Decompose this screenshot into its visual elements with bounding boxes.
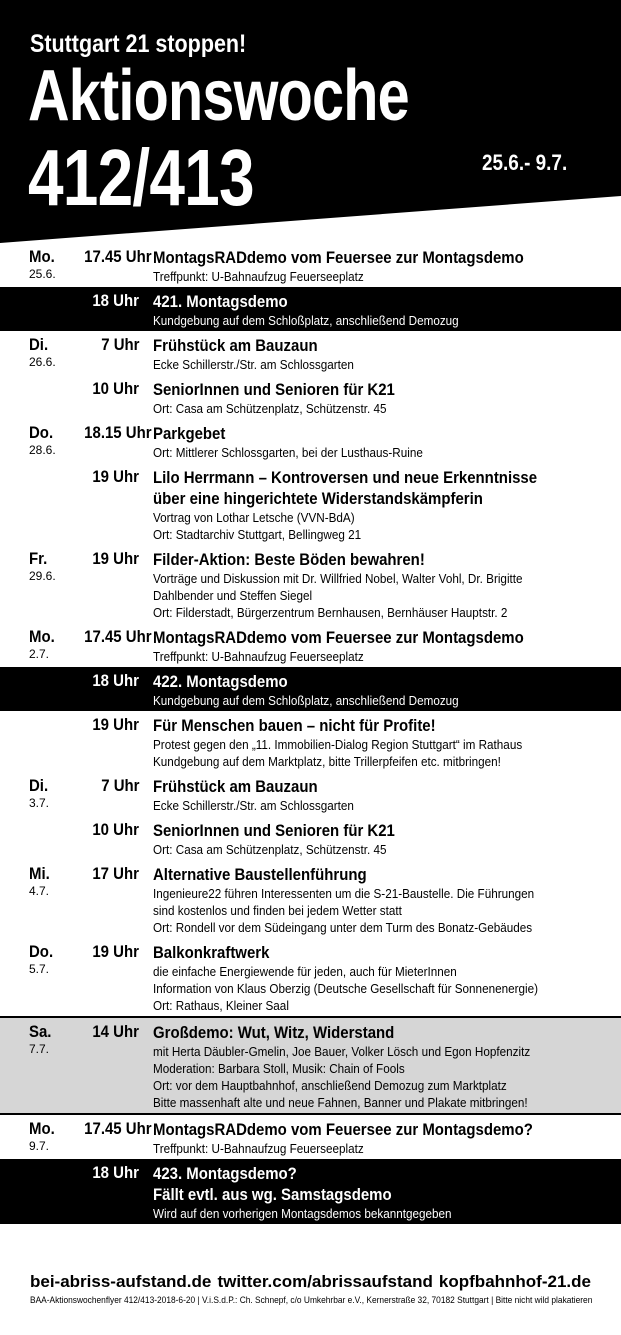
event-day-col xyxy=(0,1163,75,1222)
event-time: 17.45 Uhr xyxy=(84,627,152,646)
event-detail: die einfache Energiewende für jeden, auch für MieterInnen xyxy=(153,964,457,979)
event-detail: Ort: Stadtarchiv Stuttgart, Bellingweg 21 xyxy=(153,527,362,542)
event-title: MontagsRADdemo vom Feuersee zur Montagsdemo? xyxy=(153,1120,533,1139)
event-time-col xyxy=(75,820,153,858)
event-title: Balkonkraftwerk xyxy=(153,943,270,962)
event-time: 19 Uhr xyxy=(92,467,139,486)
event-time: 17.45 Uhr xyxy=(84,247,152,266)
event-weekday: Mo. xyxy=(29,247,55,266)
event-body xyxy=(153,549,621,621)
event-time-col xyxy=(75,549,153,621)
event-time-col xyxy=(75,671,153,709)
event-row xyxy=(0,331,621,375)
event-detail: Ort: Mittlerer Schlossgarten, bei der Lusthaus-Ruine xyxy=(153,445,423,460)
event-body xyxy=(153,291,621,329)
event-title: Lilo Herrmann – Kontroversen und neue Erkenntnisse xyxy=(153,468,538,487)
footer-links xyxy=(30,1272,591,1292)
event-weekday: Sa. xyxy=(29,1022,52,1041)
event-detail: Dahlbender und Steffen Siegel xyxy=(153,588,313,603)
event-row xyxy=(0,545,621,623)
event-body xyxy=(153,1022,621,1111)
title-line-2: 412/413 xyxy=(28,133,254,222)
event-date: 9.7. xyxy=(29,1139,50,1153)
event-time-col xyxy=(75,1022,153,1111)
event-row xyxy=(0,463,621,545)
event-title: über eine hingerichtete Widerstandskämpferin xyxy=(153,489,483,508)
event-title: Alternative Baustellenführung xyxy=(153,865,367,884)
event-time: 18 Uhr xyxy=(92,671,139,690)
event-detail: Ecke Schillerstr./Str. am Schlossgarten xyxy=(153,357,354,372)
event-detail: Treffpunkt: U-Bahnaufzug Feuerseeplatz xyxy=(153,269,364,284)
event-date: 7.7. xyxy=(29,1042,50,1056)
event-row xyxy=(0,623,621,667)
event-detail: mit Herta Däubler-Gmelin, Joe Bauer, Volker Lösch und Egon Hopfenzitz xyxy=(153,1044,531,1059)
event-body xyxy=(153,247,621,285)
event-date: 3.7. xyxy=(29,796,50,810)
event-weekday: Fr. xyxy=(29,549,48,568)
event-time-col xyxy=(75,627,153,665)
event-detail: Ingenieure22 führen Interessenten um die S-21-Baustelle. Die Führungen xyxy=(153,886,535,901)
event-time: 19 Uhr xyxy=(92,549,139,568)
event-weekday: Di. xyxy=(29,335,49,354)
event-row xyxy=(0,772,621,816)
event-row xyxy=(0,243,621,287)
event-time-col xyxy=(75,776,153,814)
event-day-col xyxy=(0,820,75,858)
event-row xyxy=(0,711,621,772)
event-weekday: Mi. xyxy=(29,864,50,883)
event-weekday: Do. xyxy=(29,942,54,961)
event-detail: Kundgebung auf dem Schloßplatz, anschließend Demozug xyxy=(153,693,459,708)
event-day-col xyxy=(0,335,75,373)
event-row xyxy=(0,1016,621,1113)
header-banner xyxy=(0,0,621,243)
event-time-col xyxy=(75,467,153,543)
event-detail: Information von Klaus Oberzig (Deutsche Gesellschaft für Sonnenenergie) xyxy=(153,981,539,996)
event-day-col xyxy=(0,247,75,285)
event-row xyxy=(0,419,621,463)
event-title: Frühstück am Bauzaun xyxy=(153,777,318,796)
event-body xyxy=(153,1163,621,1222)
event-detail: Treffpunkt: U-Bahnaufzug Feuerseeplatz xyxy=(153,649,364,664)
event-day-col xyxy=(0,942,75,1014)
event-time: 17.45 Uhr xyxy=(84,1119,152,1138)
twitter-link[interactable]: twitter.com/abrissaufstand xyxy=(217,1272,433,1291)
event-title: SeniorInnen und Senioren für K21 xyxy=(153,380,395,399)
event-day-col xyxy=(0,864,75,936)
event-title: Frühstück am Bauzaun xyxy=(153,336,318,355)
event-body xyxy=(153,1119,621,1157)
event-time-col xyxy=(75,247,153,285)
event-detail: Ecke Schillerstr./Str. am Schlossgarten xyxy=(153,798,354,813)
event-day-col xyxy=(0,291,75,329)
event-day-col xyxy=(0,467,75,543)
event-date: 26.6. xyxy=(29,355,56,369)
event-detail: Vortrag von Lothar Letsche (VVN-BdA) xyxy=(153,510,355,525)
event-detail: Ort: Casa am Schützenplatz, Schützenstr. 45 xyxy=(153,842,387,857)
event-date: 28.6. xyxy=(29,443,56,457)
event-time: 18.15 Uhr xyxy=(84,423,152,442)
event-body xyxy=(153,942,621,1014)
event-row xyxy=(0,375,621,419)
event-detail: Vorträge und Diskussion mit Dr. Willfried Nobel, Walter Vohl, Dr. Brigitte xyxy=(153,571,523,586)
event-detail: Ort: Casa am Schützenplatz, Schützenstr. 45 xyxy=(153,401,387,416)
event-weekday: Mo. xyxy=(29,1119,55,1138)
event-time: 18 Uhr xyxy=(92,1163,139,1182)
event-time-col xyxy=(75,715,153,770)
event-detail: Ort: Rathaus, Kleiner Saal xyxy=(153,998,289,1013)
event-weekday: Di. xyxy=(29,776,49,795)
event-title: MontagsRADdemo vom Feuersee zur Montagsdemo xyxy=(153,248,524,267)
event-title: Großdemo: Wut, Witz, Widerstand xyxy=(153,1023,395,1042)
event-day-col xyxy=(0,715,75,770)
event-day-col xyxy=(0,1119,75,1157)
event-row xyxy=(0,1113,621,1159)
event-row xyxy=(0,860,621,938)
event-body xyxy=(153,864,621,936)
event-body xyxy=(153,715,621,770)
website-link[interactable]: bei-abriss-aufstand.de xyxy=(30,1272,212,1291)
event-detail: Kundgebung auf dem Schloßplatz, anschließend Demozug xyxy=(153,313,459,328)
event-detail: Wird auf den vorherigen Montagsdemos bekanntgegeben xyxy=(153,1206,452,1221)
event-body xyxy=(153,671,621,709)
event-time-col xyxy=(75,423,153,461)
event-detail: Ort: vor dem Hauptbahnhof, anschließend Demozug zum Marktplatz xyxy=(153,1078,507,1093)
event-title: Fällt evtl. aus wg. Samstagsdemo xyxy=(153,1185,392,1204)
event-body xyxy=(153,467,621,543)
imprint-text: BAA-Aktionswochenflyer 412/413-2018-6-20 | V.i.S.d.P.: Ch. Schnepf, c/o Umkehrbar e.V., Kernerstraße 32, 70182 Stuttgart | Bitte nicht wild plakatieren xyxy=(30,1295,593,1305)
event-title: MontagsRADdemo vom Feuersee zur Montagsdemo xyxy=(153,628,524,647)
event-day-col xyxy=(0,423,75,461)
event-time: 18 Uhr xyxy=(92,291,139,310)
event-body xyxy=(153,627,621,665)
event-weekday: Do. xyxy=(29,423,54,442)
event-time: 14 Uhr xyxy=(92,1022,139,1041)
event-time-col xyxy=(75,942,153,1014)
event-title: Filder-Aktion: Beste Böden bewahren! xyxy=(153,550,425,569)
event-row xyxy=(0,1159,621,1224)
event-detail: Ort: Rondell vor dem Südeingang unter dem Turm des Bonatz-Gebäudes xyxy=(153,920,533,935)
event-time: 19 Uhr xyxy=(92,715,139,734)
event-title: 422. Montagsdemo xyxy=(153,672,288,691)
event-time: 17 Uhr xyxy=(92,864,139,883)
event-title: Für Menschen bauen – nicht für Profite! xyxy=(153,716,436,735)
event-date: 5.7. xyxy=(29,962,50,976)
event-detail: Kundgebung auf dem Marktplatz, bitte Trillerpfeifen etc. mitbringen! xyxy=(153,754,501,769)
event-time-col xyxy=(75,864,153,936)
event-list xyxy=(0,243,621,1224)
event-day-col xyxy=(0,776,75,814)
event-time-col xyxy=(75,1119,153,1157)
event-day-col xyxy=(0,1022,75,1111)
event-title: SeniorInnen und Senioren für K21 xyxy=(153,821,395,840)
event-row xyxy=(0,938,621,1016)
event-time: 7 Uhr xyxy=(100,335,139,354)
event-detail: Bitte massenhaft alte und neue Fahnen, Banner und Plakate mitbringen! xyxy=(153,1095,528,1110)
event-date: 25.6. xyxy=(29,267,56,281)
event-weekday: Mo. xyxy=(29,627,55,646)
event-day-col xyxy=(0,671,75,709)
event-detail: Ort: Filderstadt, Bürgerzentrum Bernhausen, Bernhäuser Hauptstr. 2 xyxy=(153,605,508,620)
event-time-col xyxy=(75,291,153,329)
event-time-col xyxy=(75,335,153,373)
event-row xyxy=(0,287,621,331)
event-body xyxy=(153,820,621,858)
event-detail: Moderation: Barbara Stoll, Musik: Chain of Fools xyxy=(153,1061,405,1076)
event-day-col xyxy=(0,627,75,665)
event-detail: Treffpunkt: U-Bahnaufzug Feuerseeplatz xyxy=(153,1141,364,1156)
event-body xyxy=(153,335,621,373)
event-day-col xyxy=(0,549,75,621)
event-body xyxy=(153,776,621,814)
event-row xyxy=(0,667,621,711)
date-range: 25.6.- 9.7. xyxy=(482,150,568,175)
event-detail: sind kostenlos und finden bei jedem Wetter statt xyxy=(153,903,402,918)
event-row xyxy=(0,816,621,860)
event-detail: Protest gegen den „11. Immobilien-Dialog Region Stuttgart“ im Rathaus xyxy=(153,737,523,752)
kicker-text: Stuttgart 21 stoppen! xyxy=(30,30,247,58)
event-time: 19 Uhr xyxy=(92,942,139,961)
event-time: 10 Uhr xyxy=(92,820,139,839)
event-date: 29.6. xyxy=(29,569,56,583)
event-date: 4.7. xyxy=(29,884,50,898)
event-time: 7 Uhr xyxy=(100,776,139,795)
event-day-col xyxy=(0,379,75,417)
event-title: 423. Montagsdemo? xyxy=(153,1164,297,1183)
event-body xyxy=(153,379,621,417)
event-title: 421. Montagsdemo xyxy=(153,292,288,311)
kopfbahnhof-link[interactable]: kopfbahnhof-21.de xyxy=(438,1272,591,1291)
event-time: 10 Uhr xyxy=(92,379,139,398)
event-title: Parkgebet xyxy=(153,424,226,443)
event-time-col xyxy=(75,379,153,417)
event-body xyxy=(153,423,621,461)
event-time-col xyxy=(75,1163,153,1222)
title-line-1: Aktionswoche xyxy=(28,56,409,136)
event-date: 2.7. xyxy=(29,647,50,661)
